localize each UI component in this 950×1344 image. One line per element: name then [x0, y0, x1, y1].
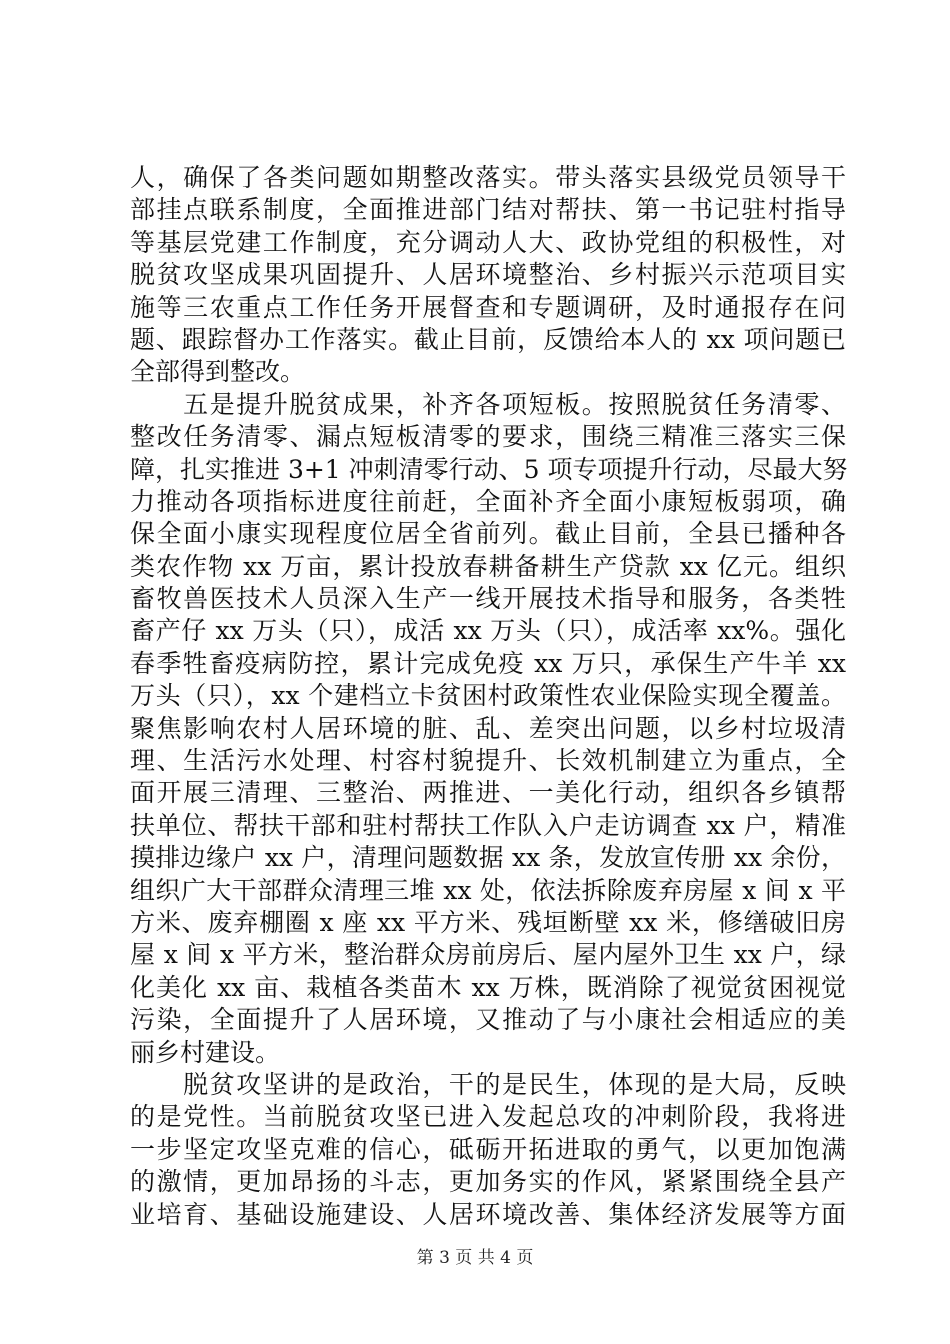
- text-line: 类农作物 xx 万亩，累计投放春耕备耕生产贷款 xx 亿元。组织: [130, 551, 846, 581]
- text-line: 脱贫攻坚讲的是政治，干的是民生，体现的是大局，反映: [130, 1069, 846, 1099]
- text-line: 题、跟踪督办工作落实。截止目前，反馈给本人的 xx 项问题已: [130, 324, 846, 354]
- text-line: 障，扎实推进 3+1 冲刺清零行动、5 项专项提升行动，尽最大努: [130, 454, 848, 484]
- document-body: [130, 162, 846, 1231]
- text-line: 整改任务清零、漏点短板清零的要求，围绕三精准三落实三保: [130, 422, 846, 452]
- page-footer: [0, 1243, 950, 1268]
- text-line: 聚焦影响农村人居环境的脏、乱、差突出问题，以乡村垃圾清: [130, 713, 846, 743]
- text-line: 污染，全面提升了人居环境，又推动了与小康社会相适应的美: [130, 1005, 846, 1035]
- text-line: 一步坚定攻坚克难的信心，砥砺开拓进取的勇气，以更加饱满: [130, 1134, 846, 1164]
- text-line: 的是党性。当前脱贫攻坚已进入发起总攻的冲刺阶段，我将进: [130, 1102, 846, 1132]
- text-line: 的激情，更加昂扬的斗志，更加务实的作风，紧紧围绕全县产: [130, 1167, 846, 1197]
- text-line: 方米、废弃棚圈 x 座 xx 平方米、残垣断壁 xx 米，修缮破旧房: [130, 907, 846, 937]
- text-line: 化美化 xx 亩、栽植各类苗木 xx 万株，既消除了视觉贫困视觉: [130, 972, 846, 1002]
- text-line: 人，确保了各类问题如期整改落实。带头落实县级党员领导干: [130, 163, 846, 192]
- text-line: 保全面小康实现程度位居全省前列。截止目前，全县已播种各: [130, 519, 846, 549]
- text-line: 部挂点联系制度，全面推进部门结对帮扶、第一书记驻村指导: [130, 195, 846, 225]
- page-number: 第 3 页 共 4 页: [416, 1248, 534, 1268]
- text-line: 畜牧兽医技术人员深入生产一线开展技术指导和服务，各类牲: [130, 584, 846, 614]
- text-line: 等基层党建工作制度，充分调动人大、政协党组的积极性，对: [130, 227, 846, 257]
- text-line: 万头（只），xx 个建档立卡贫困村政策性农业保险实现全覆盖。: [130, 681, 846, 711]
- text-line: 理、生活污水处理、村容村貌提升、长效机制建立为重点，全: [130, 746, 846, 776]
- text-line: 屋 x 间 x 平方米，整治群众房前房后、屋内屋外卫生 xx 户，绿: [130, 940, 846, 970]
- text-line: 脱贫攻坚成果巩固提升、人居环境整治、乡村振兴示范项目实: [130, 260, 846, 290]
- text-line: 春季牲畜疫病防控，累计完成免疫 xx 万只，承保生产牛羊 xx: [130, 648, 846, 678]
- text-line: 面开展三清理、三整治、两推进、一美化行动，组织各乡镇帮: [130, 778, 846, 808]
- text-line: 施等三农重点工作任务开展督查和专题调研，及时通报存在问: [130, 292, 846, 322]
- text-line: 业培育、基础设施建设、人居环境改善、集体经济发展等方面: [130, 1199, 846, 1229]
- text-line: 摸排边缘户 xx 户，清理问题数据 xx 条，发放宣传册 xx 余份，: [130, 843, 846, 873]
- text-line: 五是提升脱贫成果，补齐各项短板。按照脱贫任务清零、: [130, 389, 846, 419]
- text-line: 扶单位、帮扶干部和驻村帮扶工作队入户走访调查 xx 户，精准: [130, 810, 846, 840]
- text-line: 力推动各项指标进度往前赶，全面补齐全面小康短板弱项，确: [130, 486, 846, 516]
- text-line: 丽乡村建设。: [130, 1037, 281, 1067]
- text-line: 组织广大干部群众清理三堆 xx 处，依法拆除废弃房屋 x 间 x 平: [130, 875, 846, 905]
- text-line: 全部得到整改。: [130, 357, 306, 387]
- text-line: 畜产仔 xx 万头（只），成活 xx 万头（只），成活率 xx%。强化: [130, 616, 846, 646]
